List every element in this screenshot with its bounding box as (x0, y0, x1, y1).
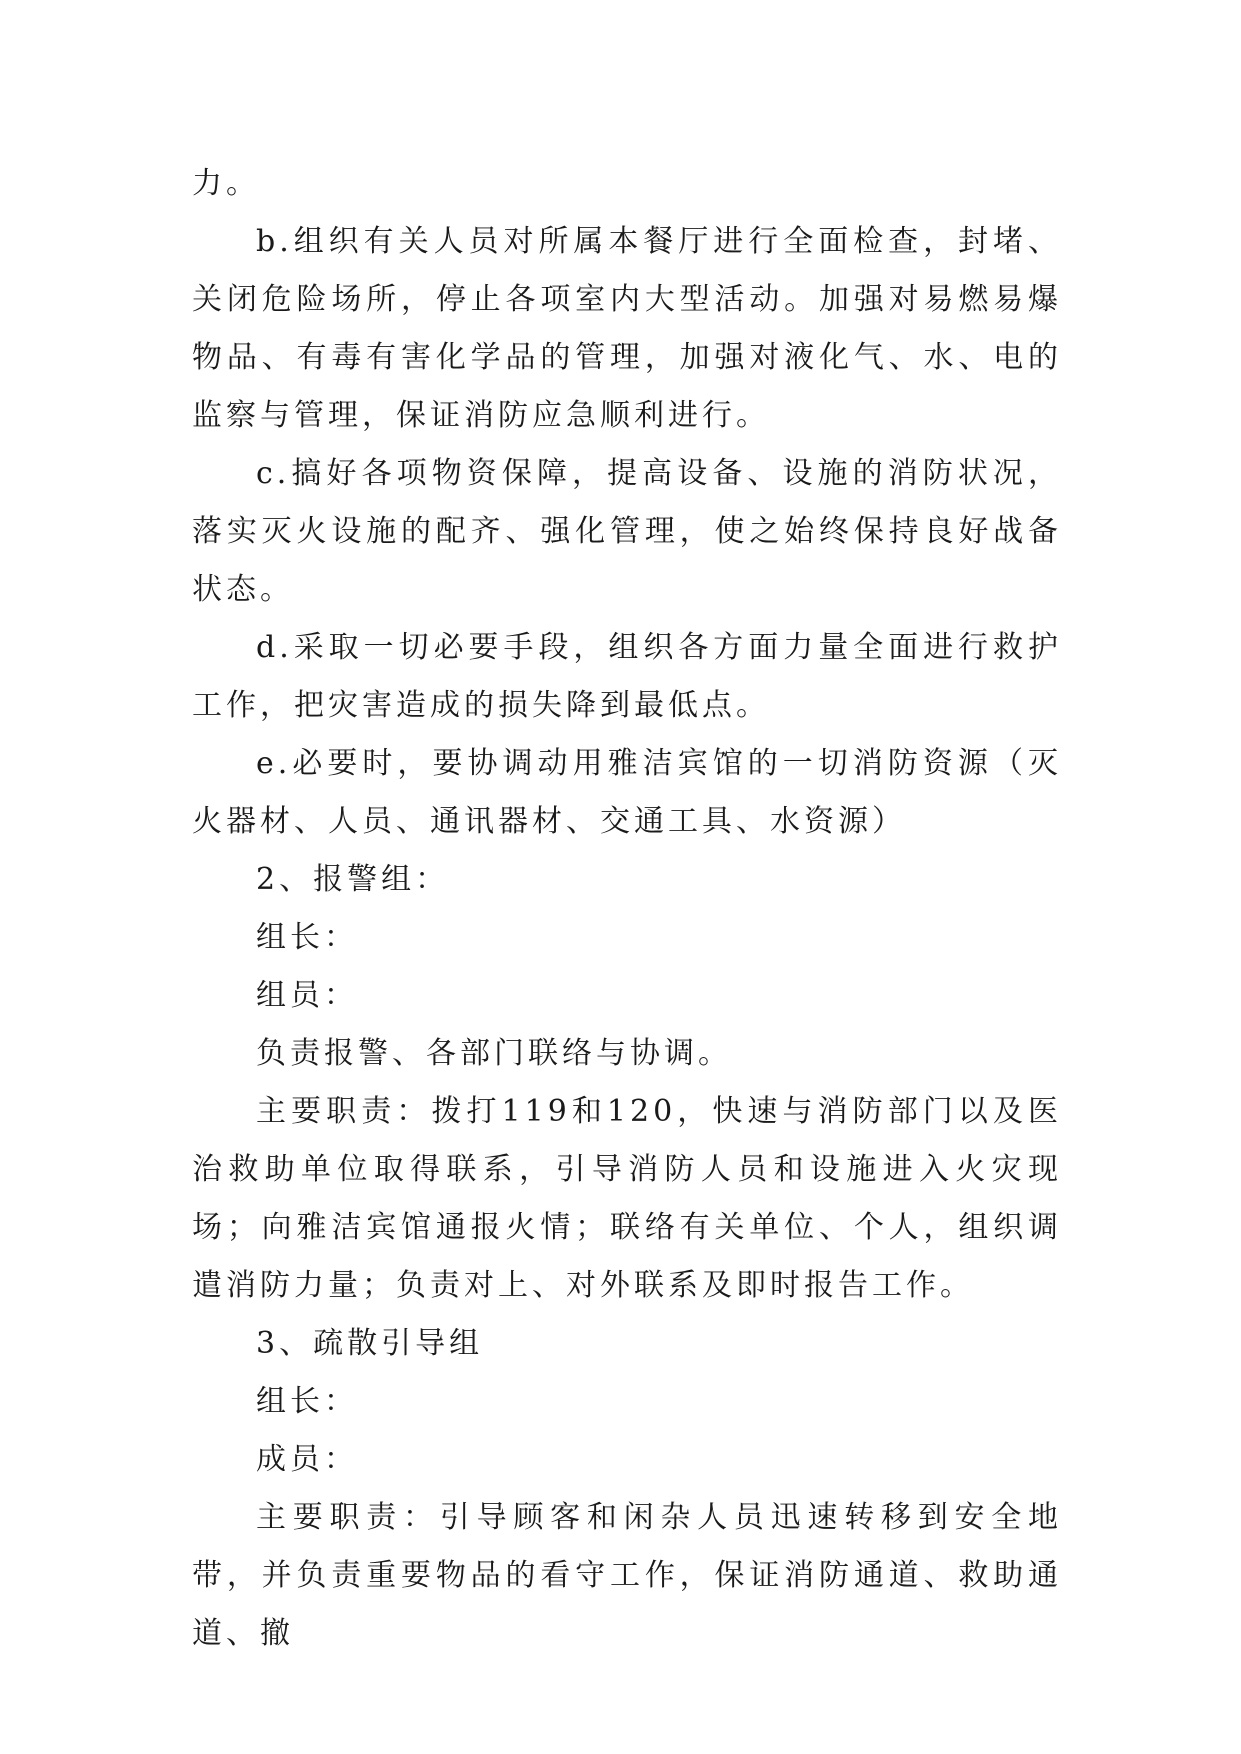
paragraph-item-e: e.必要时，要协调动用雅洁宾馆的一切消防资源（灭火器材、人员、通讯器材、交通工具、水资源） (192, 746, 1062, 839)
section-heading-alarm-group: 2、报警组： (256, 862, 450, 897)
paragraph-item-c: c.搞好各项物资保障，提高设备、设施的消防状况，落实灭火设施的配齐、强化管理，使之始终保持良好战备状态。 (192, 456, 1062, 607)
paragraph-continuation: 力。 (192, 166, 260, 201)
evacuation-group-leader: 组长： (256, 1384, 358, 1419)
evacuation-group-members: 成员： (256, 1442, 358, 1477)
section-heading-evacuation-group: 3、疏散引导组 (256, 1326, 484, 1361)
document-body (192, 155, 1062, 1663)
evacuation-group-duties: 主要职责：引导顾客和闲杂人员迅速转移到安全地带，并负责重要物品的看守工作，保证消防通道、救助通道、撤 (192, 1500, 1062, 1651)
alarm-group-responsibility: 负责报警、各部门联络与协调。 (256, 1036, 732, 1071)
alarm-group-duties: 主要职责：拨打119和120，快速与消防部门以及医治救助单位取得联系，引导消防人员和设施进入火灾现场；向雅洁宾馆通报火情；联络有关单位、个人，组织调遣消防力量；负责对上、对外联系及即时报告工作。 (192, 1094, 1062, 1303)
paragraph-item-d: d.采取一切必要手段，组织各方面力量全面进行救护工作，把灾害造成的损失降到最低点。 (192, 630, 1062, 723)
alarm-group-members: 组员： (256, 978, 358, 1013)
alarm-group-leader: 组长： (256, 920, 358, 955)
paragraph-item-b: b.组织有关人员对所属本餐厅进行全面检查，封堵、关闭危险场所，停止各项室内大型活动。加强对易燃易爆物品、有毒有害化学品的管理，加强对液化气、水、电的监察与管理，保证消防应急顺利进行。 (192, 224, 1062, 433)
